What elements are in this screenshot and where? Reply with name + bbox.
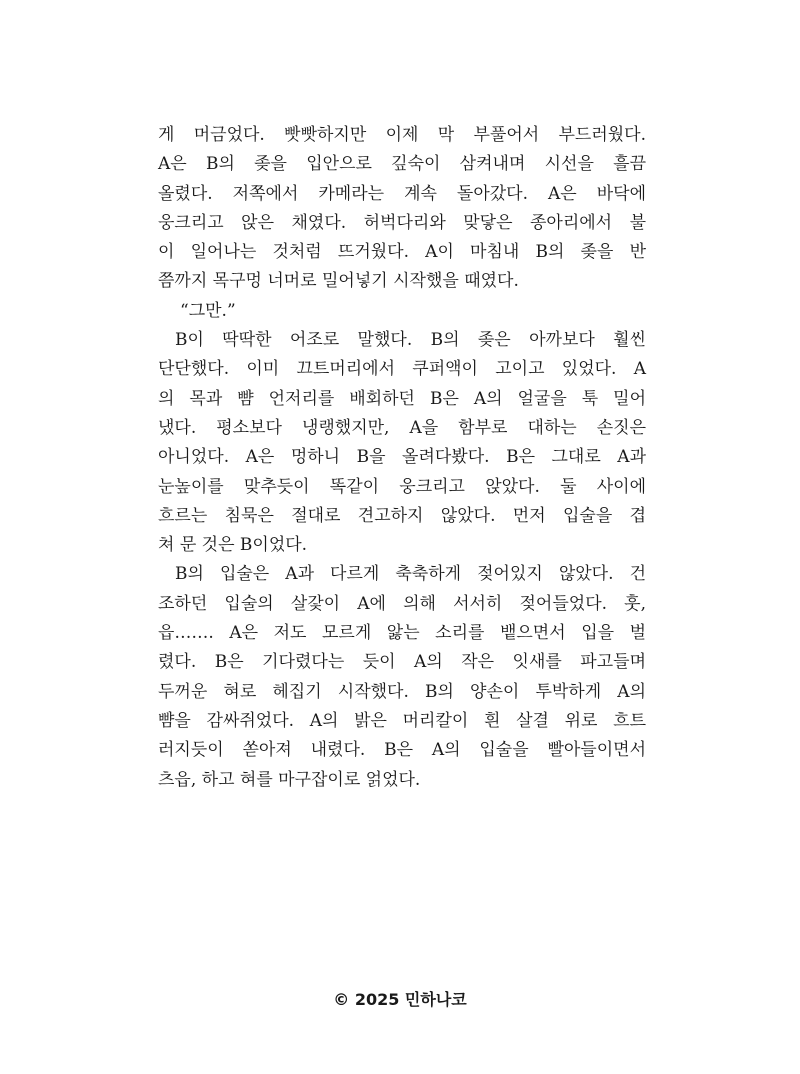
- text-line: 눈높이를 맞추듯이 똑같이 웅크리고 앉았다. 둘 사이에: [158, 476, 646, 497]
- text-line: 읍……. A은 저도 모르게 앓는 소리를 뱉으면서 입을 벌: [158, 623, 646, 644]
- text-line: 게 머금었다. 빳빳하지만 이제 막 부풀어서 부드러웠다.: [158, 125, 646, 145]
- paragraph: [158, 121, 646, 297]
- text-line: 츠읍, 하고 혀를 마구잡이로 얽었다.: [158, 769, 421, 790]
- copyright-footer: © 2025 민하나코: [333, 990, 467, 1009]
- text-line: 아니었다. A은 멍하니 B을 올려다봤다. B은 그대로 A과: [158, 447, 646, 468]
- text-line: 뺨을 감싸쥐었다. A의 밝은 머리칼이 흰 살결 위로 흐트: [158, 710, 646, 731]
- dialogue-paragraph: [158, 297, 646, 326]
- dialogue-line: “그만.”: [180, 300, 236, 321]
- text-line: 의 목과 뺨 언저리를 배회하던 B은 A의 얼굴을 툭 밀어: [158, 388, 646, 409]
- text-line: 두꺼운 혀로 헤집기 시작했다. B의 양손이 투박하게 A의: [158, 681, 646, 702]
- text-line: 냈다. 평소보다 냉랭했지만, A을 함부로 대하는 손짓은: [158, 417, 646, 438]
- text-line: 웅크리고 앉은 채였다. 허벅다리와 맞닿은 종아리에서 불: [158, 212, 646, 233]
- text-line: B의 입술은 A과 다르게 축축하게 젖어있지 않았다. 건: [175, 564, 646, 585]
- text-line: A은 B의 좆을 입안으로 깊숙이 삼켜내며 시선을 흘끔: [158, 154, 646, 175]
- paragraph: [158, 326, 646, 560]
- text-line: 이 일어나는 것처럼 뜨거웠다. A이 마침내 B의 좆을 반: [158, 242, 646, 263]
- paragraph: [158, 560, 646, 794]
- text-line: 쯤까지 목구멍 너머로 밀어넣기 시작했을 때였다.: [158, 271, 519, 292]
- text-line: 흐르는 침묵은 절대로 견고하지 않았다. 먼저 입술을 겹: [158, 505, 646, 526]
- text-line: 단단했다. 이미 끄트머리에서 쿠퍼액이 고이고 있었다. A: [158, 359, 646, 380]
- body-text: [158, 121, 646, 795]
- text-line: 조하던 입술의 살갗이 A에 의해 서서히 젖어들었다. 훗,: [158, 593, 646, 614]
- text-line: 러지듯이 쏟아져 내렸다. B은 A의 입술을 빨아들이면서: [158, 740, 646, 761]
- text-line: 쳐 문 것은 B이었다.: [158, 535, 308, 556]
- text-line: B이 딱딱한 어조로 말했다. B의 좆은 아까보다 훨씬: [175, 330, 646, 351]
- text-line: 올렸다. 저쪽에서 카메라는 계속 돌아갔다. A은 바닥에: [158, 183, 646, 204]
- text-line: 렸다. B은 기다렸다는 듯이 A의 작은 잇새를 파고들며: [158, 652, 646, 673]
